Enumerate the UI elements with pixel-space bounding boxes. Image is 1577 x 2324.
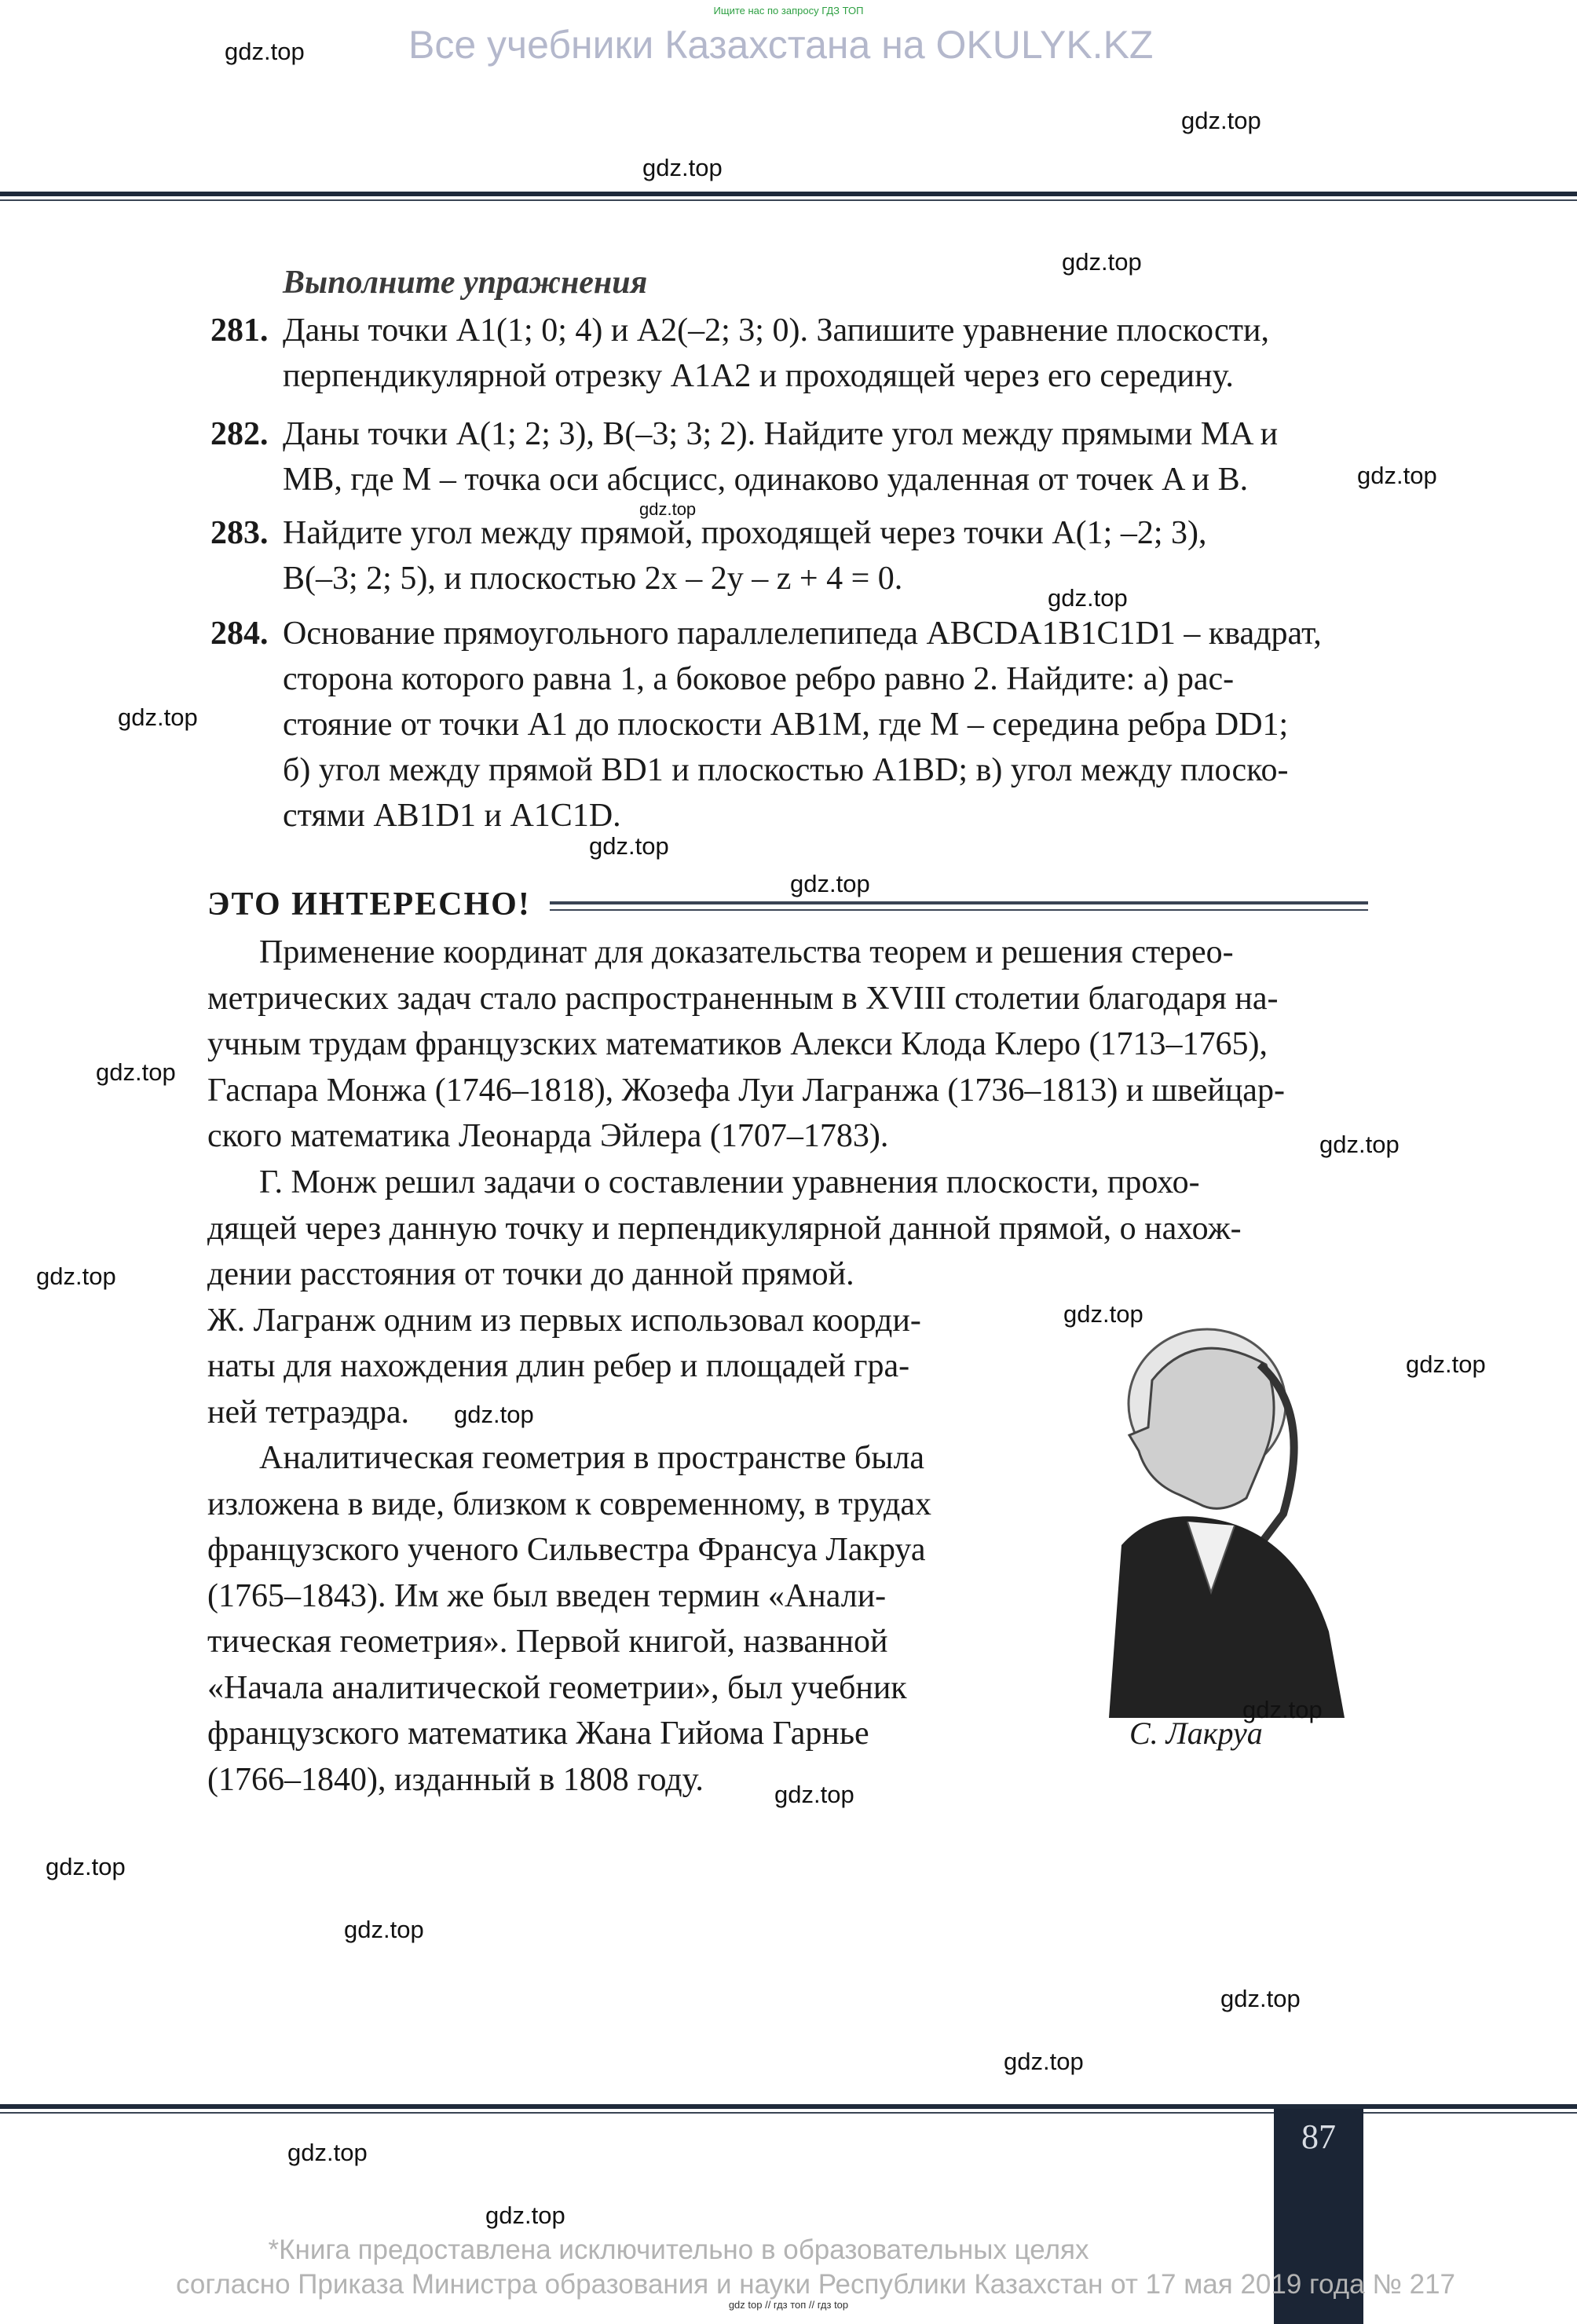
watermark-link[interactable]: gdz.top [1181,107,1261,134]
interesting-paragraph-1 [207,930,1285,1160]
exercise-line: Даны точки A1(1; 0; 4) и A2(–2; 3; 0). Запишите уравнение плоскости, [283,312,1269,349]
exercise-line: б) угол между прямой BD1 и плоскостью A1BD; в) угол между плоско- [283,752,1289,788]
paragraph-line: дении расстояния от точки до данной прямой. [207,1256,854,1292]
exercise-line: перпендикулярной отрезку A1A2 и проходящей через его середину. [283,358,1234,394]
paragraph-line: ского математика Леонарда Эйлера (1707–1783). [207,1118,889,1154]
watermark-link[interactable]: gdz.top [1063,1300,1143,1328]
interesting-rule [550,901,1368,904]
watermark-link[interactable]: gdz.top [639,499,697,519]
interesting-rule-thin [550,909,1368,911]
paragraph-line: метрических задач стало распространенным в XVIII столетии благодаря на- [207,980,1279,1017]
site-banner[interactable]: Все учебники Казахстана на OKULYK.KZ [408,23,1154,67]
paragraph-line: Г. Монж решил задачи о составлении уравнения плоскости, прохо- [259,1164,1200,1200]
watermark-link[interactable]: gdz.top [1220,1985,1301,2012]
paragraph-line: Гаспара Монжа (1746–1818), Жозефа Луи Лагранжа (1736–1813) и швейцар- [207,1072,1285,1109]
watermark-link[interactable]: gdz.top [225,38,305,65]
exercise-282 [210,411,1373,502]
exercise-line: стями AB1D1 и A1C1D. [283,798,621,834]
paragraph-line: ней тетраэдра. [207,1394,409,1431]
interesting-paragraph-3 [207,1435,931,1803]
paragraph-line: (1765–1843). Им же был введен термин «Анали- [207,1577,887,1614]
watermark-link[interactable]: gdz.top [1406,1350,1486,1378]
exercise-number: 284. [210,616,269,652]
watermark-link[interactable]: gdz.top [1004,2048,1084,2075]
exercise-number: 283. [210,515,269,551]
paragraph-line: изложена в виде, близком к современному, в трудах [207,1485,932,1522]
exercise-line: Основание прямоугольного параллелепипеда ABCDA1B1C1D1 – квадрат, [283,616,1322,652]
watermark-link[interactable]: gdz.top [1048,584,1128,612]
watermark-link[interactable]: gdz.top [485,2202,565,2229]
top-rule [0,192,1577,196]
exercise-line: стояние от точки A1 до плоскости AB1M, где M – середина ребра DD1; [283,707,1289,743]
watermark-link[interactable]: gdz.top [589,832,669,860]
top-note: Ищите нас по запросу ГДЗ ТОП [713,5,864,16]
watermark-link[interactable]: gdz.top [1242,1696,1323,1723]
watermark-link[interactable]: gdz.top [96,1058,176,1086]
watermark-link[interactable]: gdz.top [344,1916,424,1943]
exercise-281 [210,308,1373,399]
paragraph-line: французского ученого Сильвестра Франсуа Лакруа [207,1532,926,1568]
paragraph-line: учным трудам французских математиков Алекси Клода Клеро (1713–1765), [207,1026,1268,1062]
exercise-283 [210,510,1373,601]
watermark-link[interactable]: gdz.top [454,1401,534,1428]
watermark-link[interactable]: gdz.top [36,1262,116,1290]
exercise-line: сторона которого равна 1, а боковое ребро равно 2. Найдите: а) рас- [283,661,1235,697]
lacroix-portrait [1078,1310,1345,1718]
paragraph-line: (1766–1840), изданный в 1808 году. [207,1761,704,1798]
exercise-line: B(–3; 2; 5), и плоскостью 2x – 2y – z + 4 = 0. [283,561,903,597]
exercise-line: MB, где M – точка оси абсцисс, одинаково удаленная от точек A и B. [283,462,1249,498]
page-number: 87 [1301,2118,1336,2156]
paragraph-line: Аналитическая геометрия в пространстве была [259,1440,925,1476]
top-rule-thin [0,199,1577,201]
disclaimer-line-2: согласно Приказа Министра образования и науки Республики Казахстан от 17 мая 2019 года № 217 [176,2269,1456,2300]
watermark-link[interactable]: gdz.top [790,870,870,897]
paragraph-line: дящей через данную точку и перпендикулярной данной прямой, о нахож- [207,1210,1242,1247]
watermark-link[interactable]: gdz.top [774,1781,854,1808]
watermark-link[interactable]: gdz.top [1357,462,1437,489]
exercise-number: 282. [210,416,269,452]
paragraph-line: наты для нахождения длин ребер и площадей гра- [207,1348,910,1384]
paragraph-line: тическая геометрия». Первой книгой, названной [207,1624,888,1660]
watermark-link[interactable]: gdz.top [46,1853,126,1880]
footer-links[interactable]: gdz top // гдз топ // гдз top [728,2299,849,2311]
watermark-link[interactable]: gdz.top [642,154,723,181]
exercise-line: Даны точки A(1; 2; 3), B(–3; 3; 2). Найдите угол между прямыми MA и [283,416,1279,452]
paragraph-line: Ж. Лагранж одним из первых использовал коорди- [207,1302,921,1339]
watermark-link[interactable]: gdz.top [118,703,198,731]
exercise-number: 281. [210,312,269,349]
portrait-caption: С. Лакруа [1129,1716,1263,1751]
paragraph-line: «Начала аналитической геометрии», был учебник [207,1669,907,1706]
exercises-heading: Выполните упражнения [283,265,648,301]
watermark-link[interactable]: gdz.top [287,2139,368,2166]
paragraph-line: французского математика Жана Гийома Гарнье [207,1716,869,1752]
paragraph-line: Применение координат для доказательства теорем и решения стерео- [259,934,1234,970]
exercise-284 [210,611,1373,839]
watermark-link[interactable]: gdz.top [1062,248,1142,276]
exercise-line: Найдите угол между прямой, проходящей через точки A(1; –2; 3), [283,515,1207,551]
interesting-heading: ЭТО ИНТЕРЕСНО! [207,886,531,923]
disclaimer-line-1: *Книга предоставлена исключительно в образовательных целях [268,2234,1089,2265]
watermark-link[interactable]: gdz.top [1319,1131,1400,1158]
